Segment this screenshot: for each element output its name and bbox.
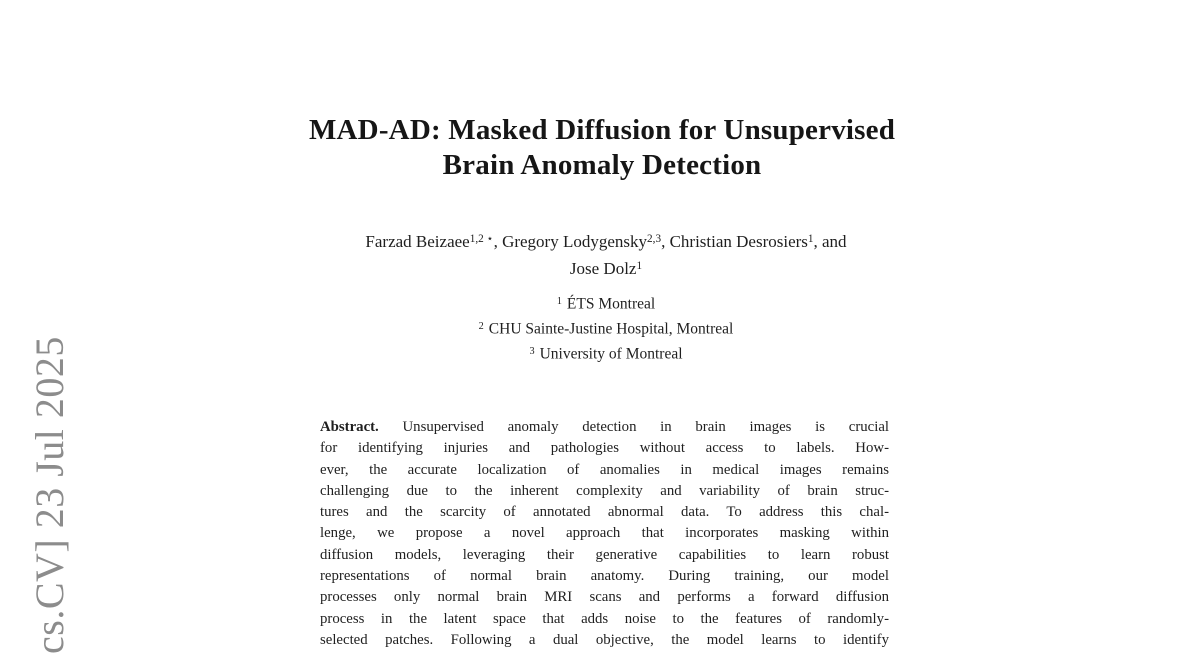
affiliation-sup: 1: [556, 296, 562, 307]
affiliation-line: [6, 316, 1200, 341]
abstract-label: Abstract.: [320, 419, 379, 435]
author-name: Jose Dolz: [569, 259, 637, 279]
author-affil-sup: 1,2 ⋆: [469, 233, 494, 245]
abstract-line: representations of normal brain anatomy. During training, our model: [320, 568, 889, 585]
affiliation-line: [6, 291, 1200, 316]
affiliation-name: CHU Sainte-Justine Hospital, Montreal: [488, 320, 734, 338]
abstract-line: process in the latent space that adds noise to the features of randomly-: [320, 610, 889, 627]
affiliation-sup: 3: [529, 345, 535, 357]
abstract-line: processes only normal brain MRI scans and performs a forward diffusion: [320, 589, 889, 606]
authors-line1: [6, 227, 1200, 254]
abstract-line: challenging due to the inherent complexity and variability of brain struc-: [320, 482, 889, 499]
affiliation-name: University of Montreal: [539, 345, 683, 363]
abstract-line: lenge, we propose a novel approach that incorporates masking within: [320, 525, 889, 542]
author-name: , and: [813, 232, 847, 252]
author-name: Farzad Beizaee: [365, 232, 470, 252]
affiliation-sup: 2: [478, 320, 484, 332]
paper-title-line2: Brain Anomaly Detection: [442, 149, 762, 181]
author-affil-sup: 1: [807, 233, 814, 245]
affiliations: [6, 291, 1200, 366]
abstract-line: [320, 417, 889, 438]
paper-title: [2, 113, 1200, 183]
authors: [6, 227, 1200, 281]
affiliation-name: ÉTS Montreal: [566, 295, 656, 313]
abstract-line: diffusion models, leveraging their generative capabilities to learn robust: [320, 546, 889, 563]
author-affil-sup: 1: [636, 260, 643, 273]
abstract-line: for identifying injuries and pathologies without access to labels. How-: [320, 440, 889, 457]
abstract-line: tures and the scarcity of annotated abnormal data. To address this chal-: [320, 504, 889, 521]
paper-title-line1: MAD-AD: Masked Diffusion for Unsupervised: [308, 114, 896, 146]
arxiv-stamp: cs.CV] 23 Jul 2025: [27, 336, 72, 654]
abstract: [320, 417, 889, 651]
author-affil-sup: 2,3: [647, 233, 662, 245]
affiliation-line: [6, 341, 1200, 366]
abstract-line: selected patches. Following a dual objective, the model learns to identify: [320, 631, 889, 648]
abstract-text: Unsupervised anomaly detection in brain images is crucial: [402, 419, 889, 435]
author-name: , Christian Desrosiers: [661, 232, 808, 252]
author-name: , Gregory Lodygensky: [493, 232, 648, 252]
abstract-line: ever, the accurate localization of anomalies in medical images remains: [320, 461, 889, 478]
authors-line2: [6, 254, 1200, 281]
